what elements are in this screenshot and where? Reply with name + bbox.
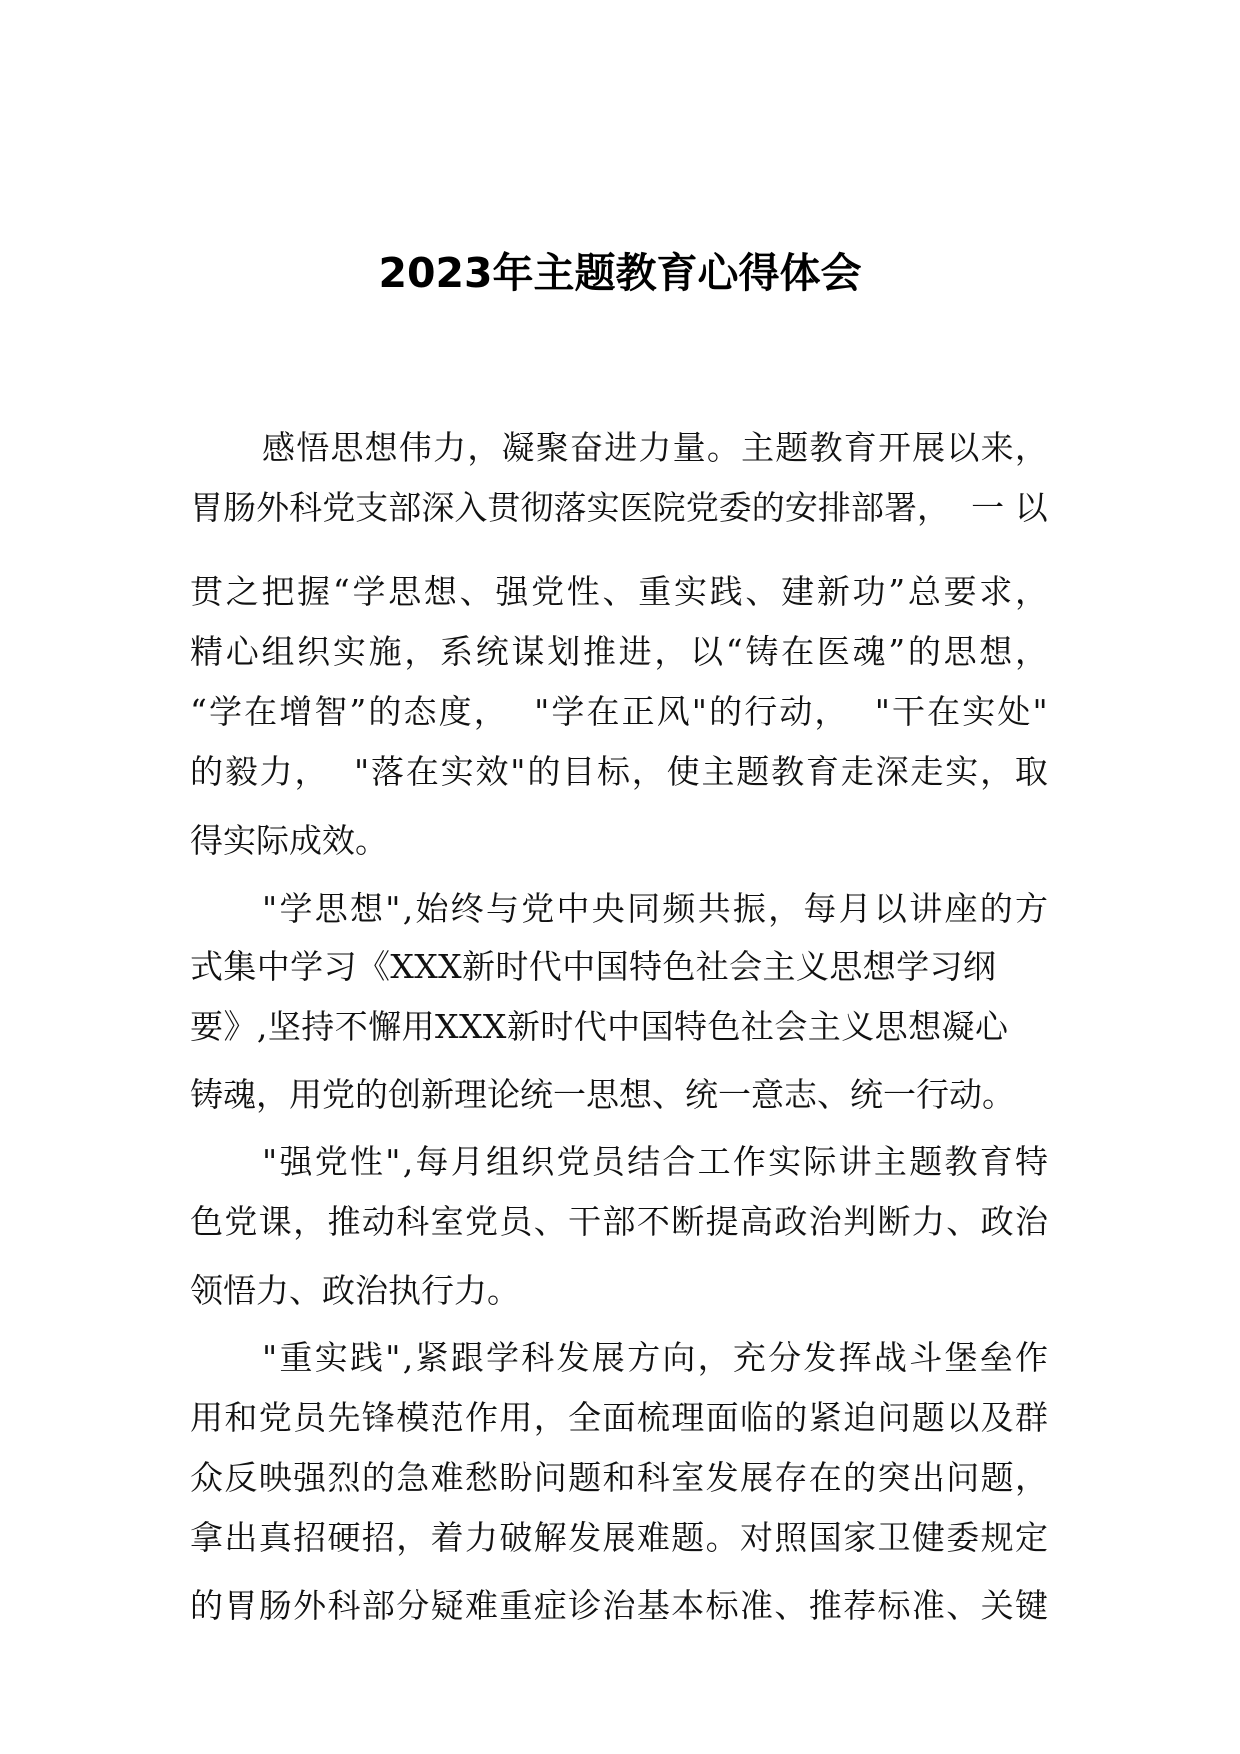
paragraph-line-5: “ 学 在 增 智 ” 的 态 度 ， " 学 在 正 风 " 的 行 动 ， " 干 在 实 处 "	[190, 692, 1048, 731]
paragraph-line-16: 用 和 党 员 先 锋 模 范 作 用 ， 全 面 梳 理 面 临 的 紧 迫 问 题 以 及 群	[190, 1398, 1048, 1437]
paragraph-line-12: " 强 党 性 " , 每 月 组 织 党 员 结 合 工 作 实 际 讲 主 题 教 育 特	[262, 1142, 1048, 1181]
paragraph-line-3: 贯 之 把 握 “ 学 思 想 、 强 党 性 、 重 实 践 、 建 新 功 ” 总 要 求 ，	[190, 572, 1048, 611]
paragraph-line-19: 的 胃 肠 外 科 部 分 疑 难 重 症 诊 治 基 本 标 准 、 推 荐 标 准 、 关 键	[190, 1586, 1048, 1625]
paragraph-line-8: " 学 思 想 " , 始 终 与 党 中 央 同 频 共 振 ， 每 月 以 讲 座 的 方	[262, 889, 1048, 928]
document-title: 2023年主题教育心得体会	[378, 249, 862, 297]
paragraph-line-1: 感 悟 思 想 伟 力 ， 凝 聚 奋 进 力 量 。 主 题 教 育 开 展 以 来 ，	[262, 428, 1048, 467]
paragraph-line-10: 要 》 , 坚 持 不 懈 用 X X X 新 时 代 中 国 特 色 社 会 主 义 思 想 凝 心	[190, 1007, 1008, 1046]
paragraph-line-15: " 重 实 践 " , 紧 跟 学 科 发 展 方 向 ， 充 分 发 挥 战 斗 堡 垒 作	[262, 1338, 1048, 1377]
paragraph-line-2: 胃 肠 外 科 党 支 部 深 入 贯 彻 落 实 医 院 党 委 的 安 排 部 署 ， 一 以	[190, 488, 1048, 527]
paragraph-line-17: 众 反 映 强 烈 的 急 难 愁 盼 问 题 和 科 室 发 展 存 在 的 突 出 问 题 ，	[190, 1458, 1048, 1497]
paragraph-line-18: 拿 出 真 招 硬 招 ， 着 力 破 解 发 展 难 题 。 对 照 国 家 卫 健 委 规 定	[190, 1518, 1048, 1557]
paragraph-line-6: 的 毅 力 ， " 落 在 实 效 " 的 目 标 ， 使 主 题 教 育 走 深 走 实 ， 取	[190, 752, 1048, 791]
paragraph-line-4: 精 心 组 织 实 施 ， 系 统 谋 划 推 进 ， 以 “ 铸 在 医 魂 ” 的 思 想 ，	[190, 632, 1048, 671]
paragraph-line-9: 式 集 中 学 习 《 X X X 新 时 代 中 国 特 色 社 会 主 义 思 想 学 习 纲	[190, 947, 996, 986]
paragraph-line-14: 领悟力、政治执行力。	[190, 1271, 520, 1310]
paragraph-line-13: 色 党 课 ， 推 动 科 室 党 员 、 干 部 不 断 提 高 政 治 判 断 力 、 政 治	[190, 1202, 1048, 1241]
paragraph-line-11: 铸 魂 ， 用 党 的 创 新 理 论 统 一 思 想 、 统 一 意 志 、 统 一 行 动 。	[190, 1075, 1015, 1114]
paragraph-line-7: 得实际成效。	[190, 821, 388, 860]
